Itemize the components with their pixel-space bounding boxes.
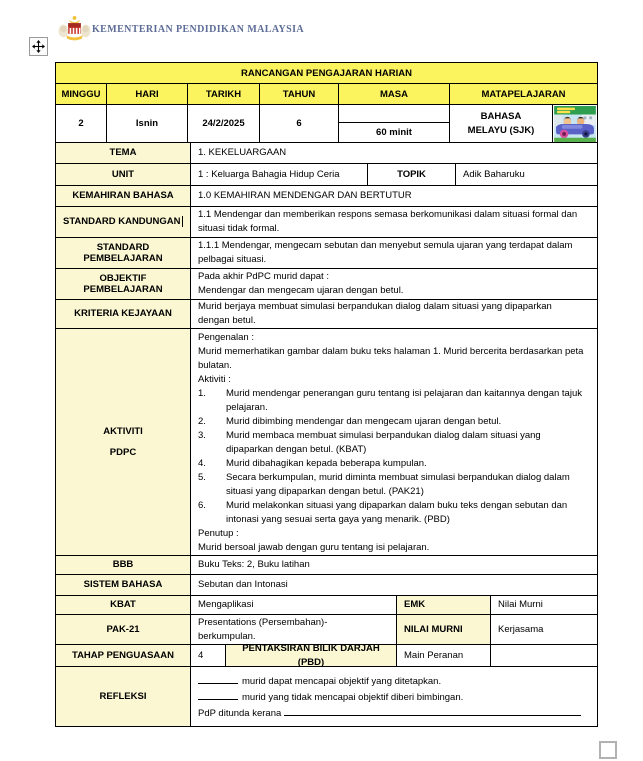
kriteria-label[interactable]: KRITERIA KEJAYAAN [56,300,191,328]
move-arrows-icon [32,40,45,53]
objektif-label[interactable]: OBJEKTIF PEMBELAJARAN [56,269,191,299]
topik-value[interactable]: Adik Baharuku [463,168,525,180]
step-text: Murid dibimbing mendengar dan mengecam ujaran dengan betul. [226,416,502,427]
refleksi-line3 [198,705,581,721]
objektif-value[interactable] [191,269,597,299]
refleksi-line3-text: PdP ditunda kerana [198,707,282,719]
cell-tahun-value[interactable]: 6 [260,105,339,142]
row-unit [56,164,597,186]
standard-kandungan-text: 1.1 Mendengar dan memberikan respons semasa berkomunikasi dalam situasi formal dan situasi tidak formal. [198,209,578,234]
standard-pembelajaran-label[interactable]: STANDARD PEMBELAJARAN [56,238,191,268]
fill-in-blank[interactable] [284,705,581,716]
aktiviti-step [198,387,590,415]
pbd-value[interactable]: Main Peranan [397,645,491,666]
header-masa[interactable]: MASA [339,84,450,104]
row-bbb [56,556,597,575]
emk-label[interactable]: EMK [397,596,491,614]
aktiviti-label-line1: AKTIVITI [103,426,143,437]
header-tarikh[interactable]: TARIKH [188,84,260,104]
cell-tarikh-value[interactable]: 24/2/2025 [188,105,260,142]
pak21-value[interactable] [191,615,397,644]
step-number: 6. [198,500,206,511]
cell-masa-empty[interactable] [339,105,449,123]
tahap-label[interactable]: TAHAP PENGUASAAN [56,645,191,666]
standard-pembelajaran-value[interactable] [191,238,597,268]
row-kemahiran [56,186,597,207]
sistem-bahasa-value[interactable]: Sebutan dan Intonasi [198,579,288,590]
aktiviti-label[interactable] [56,329,191,555]
refleksi-line1 [198,673,581,689]
kemahiran-label[interactable]: KEMAHIRAN BAHASA [56,186,191,206]
aktiviti-step [198,415,590,429]
nilai-murni-value[interactable]: Kerjasama [498,623,544,635]
aktiviti-step [198,457,590,471]
step-number: 4. [198,458,206,469]
table-resize-handle[interactable] [599,741,617,759]
penutup-text: Murid bersoal jawab dengan guru tentang isi pelajaran. [198,542,430,553]
aktiviti-label-line2: PDPC [109,446,137,458]
kbat-label[interactable]: KBAT [56,596,191,614]
coat-of-arms-logo [58,13,91,45]
bbb-value[interactable]: Buku Teks: 2, Buku latihan [198,559,310,570]
header-matapelajaran[interactable]: MATAPELAJARAN [450,84,597,104]
header-minggu[interactable]: MINGGU [56,84,107,104]
header-tahun[interactable]: TAHUN [260,84,339,104]
step-text: Murid dibahagikan kepada beberapa kumpulan. [226,458,427,469]
refleksi-value[interactable] [191,667,597,726]
pbd-empty-cell[interactable] [491,645,597,666]
nilai-murni-label[interactable]: NILAI MURNI [397,615,491,644]
pak21-text: Presentations (Persembahan)- berkumpulan. [198,616,328,642]
aktiviti-step [198,429,590,457]
header-row [56,84,597,105]
textbook-cover-image [554,106,596,142]
kriteria-text: Murid berjaya membuat simulasi berpandukan dialog dalam situasi yang dipaparkan dengan betul. [198,301,552,326]
aktiviti-step [198,499,590,527]
text-cursor [182,216,184,227]
tahap-value[interactable]: 4 [191,645,226,666]
objektif-line1: Pada akhir PdPC murid dapat : [198,271,329,282]
emk-value[interactable]: Nilai Murni [498,599,543,610]
refleksi-line2 [198,689,581,705]
ministry-letterhead: KEMENTERIAN PENDIDIKAN MALAYSIA [92,24,305,35]
fill-in-blank[interactable] [198,689,238,700]
step-text: Murid membaca membuat simulasi berpandukan dialog dalam situasi yang dipaparkan dengan betul. (KBAT) [226,430,541,455]
step-number: 5. [198,472,206,483]
kbat-value[interactable]: Mengaplikasi [191,596,397,614]
pak21-label[interactable]: PAK-21 [56,615,191,644]
aktiviti-heading: Aktiviti : [198,374,231,385]
table-move-handle[interactable] [29,37,48,56]
tema-value[interactable]: 1. KEKELUARGAAN [198,147,287,158]
topik-label[interactable]: TOPIK [368,164,456,185]
standard-pembelajaran-text: 1.1.1 Mendengar, mengecam sebutan dan menyebut semula ujaran yang terdapat dalam pelbagai situasi. [198,240,573,265]
step-text: Secara berkumpulan, murid diminta membuat simulasi berpandukan dialog dalam situasi yang dipaparkan dengan betul. (PAK21) [226,472,570,497]
sistem-bahasa-label[interactable]: SISTEM BAHASA [56,575,191,595]
standard-kandungan-value[interactable] [191,207,597,237]
lesson-plan-table [55,62,598,727]
pbd-label[interactable]: PENTAKSIRAN BILIK DARJAH (PBD) [226,645,397,666]
document-title[interactable]: RANCANGAN PENGAJARAN HARIAN [56,63,597,83]
standard-kandungan-label-text: STANDARD KANDUNGAN [62,216,181,228]
row-standard-kandungan [56,207,597,238]
standard-kandungan-label[interactable] [56,207,191,237]
aktiviti-step [198,471,590,499]
cell-subject[interactable] [450,105,553,142]
bbb-label[interactable]: BBB [56,556,191,574]
row-tema [56,143,597,164]
step-number: 3. [198,430,206,441]
subject-label: BAHASA MELAYU (SJK) [467,110,535,136]
unit-label[interactable]: UNIT [56,164,191,185]
step-text: Murid mendengar penerangan guru tentang isi pelajaran dan kaitannya dengan tajuk pelajaran. [226,388,582,413]
step-number: 2. [198,416,206,427]
step-number: 1. [198,388,206,399]
title-row [56,63,597,84]
step-text: Murid melakonkan situasi yang dipaparkan dalam buku teks dengan sebutan dan intonasi yang sesuai serta gaya yang menarik. (PBD) [226,500,568,525]
header-hari[interactable]: HARI [107,84,188,104]
row-sistem-bahasa [56,575,597,596]
row-kriteria [56,300,597,329]
kriteria-value[interactable] [191,300,597,328]
refleksi-line2-text: murid yang tidak mencapai objektif diberi bimbingan. [242,691,464,703]
refleksi-label[interactable]: REFLEKSI [56,667,191,726]
pengenalan-heading: Pengenalan : [198,332,254,343]
row-kbat [56,596,597,615]
row-aktiviti [56,329,597,556]
tema-label[interactable]: TEMA [56,143,191,163]
cell-hari-value[interactable]: Isnin [107,105,188,142]
row-objektif [56,269,597,300]
cell-minggu-value[interactable]: 2 [56,105,107,142]
row-tahap [56,642,597,668]
row-standard-pembelajaran [56,238,597,269]
aktiviti-value[interactable] [191,329,597,555]
cell-masa-value[interactable]: 60 minit [376,127,412,138]
row-refleksi [56,667,597,726]
fill-in-blank[interactable] [198,673,238,684]
cell-masa [339,105,450,142]
row-pak21 [56,615,597,645]
unit-value[interactable]: 1 : Keluarga Bahagia Hidup Ceria [191,164,368,185]
info-row [56,105,597,143]
cell-textbook-image[interactable] [553,105,597,142]
kemahiran-value[interactable]: 1.0 KEMAHIRAN MENDENGAR DAN BERTUTUR [198,190,412,201]
objektif-line2: Mendengar dan mengecam ujaran dengan betul. [198,285,404,296]
pengenalan-text: Murid memerhatikan gambar dalam buku teks halaman 1. Murid bercerita berdasarkan peta bulatan. [198,346,584,371]
penutup-heading: Penutup : [198,528,239,539]
refleksi-line1-text: murid dapat mencapai objektif yang ditetapkan. [242,675,442,687]
